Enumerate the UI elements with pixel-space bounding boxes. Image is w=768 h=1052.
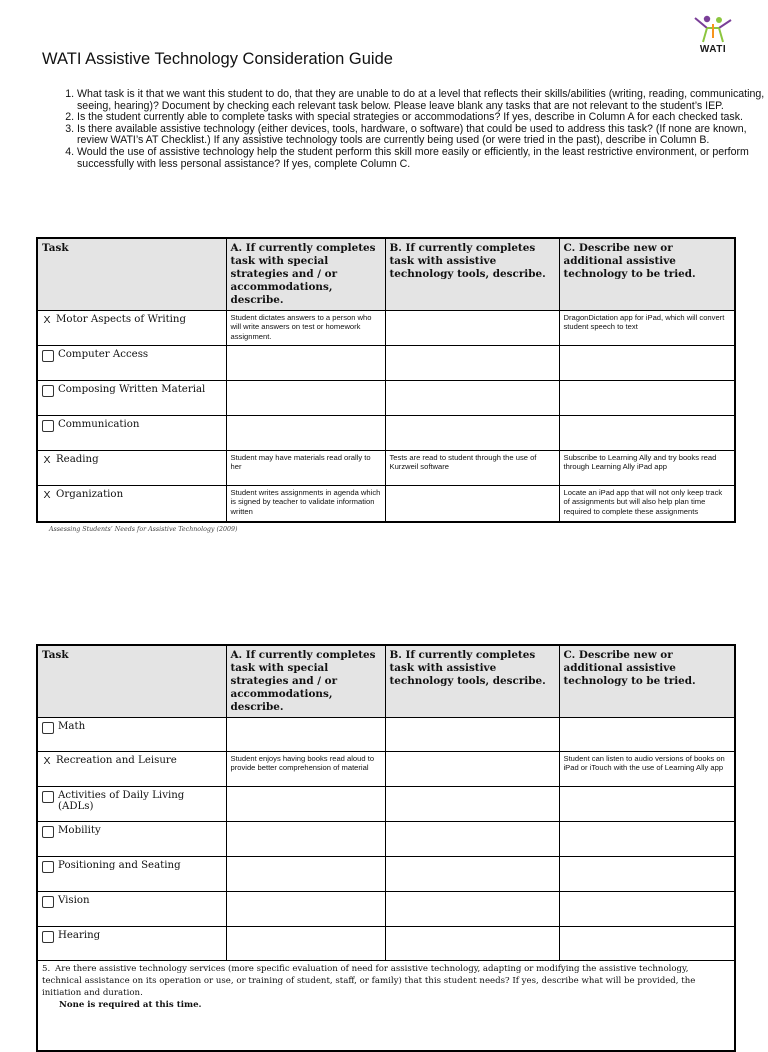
task-checked-mark[interactable]: X — [43, 489, 51, 501]
col-b-cell[interactable] — [385, 416, 559, 451]
table-row — [37, 311, 735, 346]
header-task: Task — [37, 645, 226, 718]
task-label: Vision — [58, 895, 90, 906]
table-row — [37, 822, 735, 857]
header-task: Task — [37, 238, 226, 311]
task-checked-mark[interactable]: X — [43, 454, 51, 466]
col-c-cell[interactable] — [559, 787, 735, 822]
table-row — [37, 787, 735, 822]
col-a-cell[interactable]: Student enjoys having books read aloud to provide better comprehension of material — [230, 754, 375, 773]
task-checkbox[interactable] — [42, 722, 54, 734]
task-label: Mobility — [58, 825, 101, 836]
table-row — [37, 486, 735, 522]
task-checkbox[interactable] — [42, 350, 54, 362]
header-col-a: A. If currently completes task with special strategies and / or accommodations, describe. — [226, 645, 385, 718]
instruction-list — [42, 89, 767, 170]
header-col-a: A. If currently completes task with special strategies and / or accommodations, describe. — [226, 238, 385, 311]
col-b-cell[interactable] — [385, 927, 559, 961]
table-row — [37, 346, 735, 381]
col-c-cell[interactable] — [559, 381, 735, 416]
table-row — [37, 416, 735, 451]
col-b-cell[interactable] — [385, 718, 559, 752]
task-label: Computer Access — [58, 349, 149, 360]
col-a-cell[interactable] — [226, 787, 385, 822]
col-c-cell[interactable] — [559, 416, 735, 451]
task-checked-mark[interactable]: X — [43, 755, 51, 767]
task-label: Hearing — [58, 930, 101, 941]
wati-figure-logo-icon — [683, 14, 743, 46]
task-label: Activities of Daily Living (ADLs) — [58, 790, 185, 812]
instruction-item: 4. Would the use of assistive technology help the student perform this skill more easily or efficiently, in the least restrictive environment, or perform successfully with less personal assistance? If yes, complete Column C. — [77, 147, 767, 170]
col-a-cell[interactable] — [226, 822, 385, 857]
col-c-cell[interactable]: Subscribe to Learning Ally and try books read through Learning Ally iPad app — [563, 453, 717, 472]
col-a-cell[interactable] — [226, 346, 385, 381]
task-label: Reading — [56, 454, 99, 465]
table-row — [37, 718, 735, 752]
col-b-cell[interactable] — [385, 346, 559, 381]
task-checkbox[interactable] — [42, 385, 54, 397]
question-5-cell[interactable] — [37, 961, 735, 1051]
header-col-b: B. If currently completes task with assistive technology tools, describe. — [385, 645, 559, 718]
consideration-table-2 — [36, 644, 736, 1052]
question-5-row — [37, 961, 735, 1051]
col-c-cell[interactable]: DragonDictation app for iPad, which will convert student speech to text — [563, 313, 725, 332]
page-title: WATI Assistive Technology Consideration Guide — [42, 50, 393, 68]
col-a-cell[interactable] — [226, 381, 385, 416]
task-label: Composing Written Material — [58, 384, 206, 395]
col-a-cell[interactable] — [226, 718, 385, 752]
task-checkbox[interactable] — [42, 931, 54, 943]
col-a-cell[interactable]: Student writes assignments in agenda which is signed by teacher to validate information written — [230, 488, 381, 516]
col-b-cell[interactable] — [385, 822, 559, 857]
table-row — [37, 857, 735, 892]
question-5-text: Are there assistive technology services (more specific evaluation of need for assistive technology, adapting or modifying the assistive technology, technical assistance on its operation or use, or training of student, staff, or family) that this student needs? If yes, describe what will be provided, the initiation and duration. — [42, 964, 696, 998]
question-5-number: 5. — [42, 964, 51, 974]
col-a-cell[interactable] — [226, 927, 385, 961]
col-a-cell[interactable]: Student dictates answers to a person who will write answers on test or homework assignment. — [230, 313, 372, 341]
header-col-c: C. Describe new or additional assistive technology to be tried. — [559, 238, 735, 311]
task-label: Recreation and Leisure — [56, 755, 177, 766]
instruction-item: 2. Is the student currently able to complete tasks with special strategies or accommodations? If yes, describe in Column A for each checked task. — [77, 112, 767, 124]
col-b-cell[interactable] — [385, 857, 559, 892]
table-row — [37, 381, 735, 416]
task-label: Motor Aspects of Writing — [56, 314, 187, 325]
logo-text: WATI — [699, 44, 727, 55]
instruction-item: 3. Is there available assistive technology (either devices, tools, hardware, o software) that could be used to address this task? (If none are known, review WATI’s AT Checklist.) If any assistive technology tools are currently being used (or were tried in the past), describe in Column B. — [77, 124, 767, 147]
col-c-cell[interactable] — [559, 892, 735, 927]
col-c-cell[interactable] — [559, 718, 735, 752]
col-c-cell[interactable] — [559, 927, 735, 961]
table-row — [37, 892, 735, 927]
col-a-cell[interactable] — [226, 416, 385, 451]
table-row — [37, 927, 735, 961]
col-a-cell[interactable]: Student may have materials read orally to her — [230, 453, 371, 472]
task-checkbox[interactable] — [42, 896, 54, 908]
col-a-cell[interactable] — [226, 857, 385, 892]
wati-logo — [683, 14, 743, 62]
task-checkbox[interactable] — [42, 826, 54, 838]
col-c-cell[interactable] — [559, 857, 735, 892]
col-c-cell[interactable] — [559, 346, 735, 381]
col-c-cell[interactable]: Locate an iPad app that will not only keep track of assignments but will also help plan time required to complete these assignments — [563, 488, 723, 516]
header-col-c: C. Describe new or additional assistive technology to be tried. — [559, 645, 735, 718]
col-b-cell[interactable]: Tests are read to student through the use of Kurzweil software — [389, 453, 537, 472]
col-c-cell[interactable]: Student can listen to audio versions of books on iPad or iTouch with the use of Learning Ally app — [563, 754, 725, 773]
task-label: Organization — [56, 489, 124, 500]
header-col-b: B. If currently completes task with assistive technology tools, describe. — [385, 238, 559, 311]
task-checked-mark[interactable]: X — [43, 314, 51, 326]
task-checkbox[interactable] — [42, 420, 54, 432]
task-label: Positioning and Seating — [58, 860, 181, 871]
instruction-item: 1. What task is it that we want this student to do, that they are unable to do at a level that reflects their skills/abilities (writing, reading, communicating, seeing, hearing)? Document by checking each relevant task below. Please leave blank any tasks that are not relevant to the student’s IEP. — [77, 89, 767, 112]
task-label: Communication — [58, 419, 140, 430]
col-c-cell[interactable] — [559, 822, 735, 857]
col-a-cell[interactable] — [226, 892, 385, 927]
footnote: Assessing Students’ Needs for Assistive Technology (2009) — [49, 526, 238, 533]
task-checkbox[interactable] — [42, 791, 54, 803]
consideration-table-1 — [36, 237, 736, 523]
table-row — [37, 451, 735, 486]
table-row — [37, 752, 735, 787]
question-5-answer: None is required at this time. — [59, 1000, 202, 1010]
col-b-cell[interactable] — [385, 892, 559, 927]
task-checkbox[interactable] — [42, 861, 54, 873]
col-b-cell[interactable] — [385, 787, 559, 822]
task-label: Math — [58, 721, 86, 732]
col-b-cell[interactable] — [385, 381, 559, 416]
